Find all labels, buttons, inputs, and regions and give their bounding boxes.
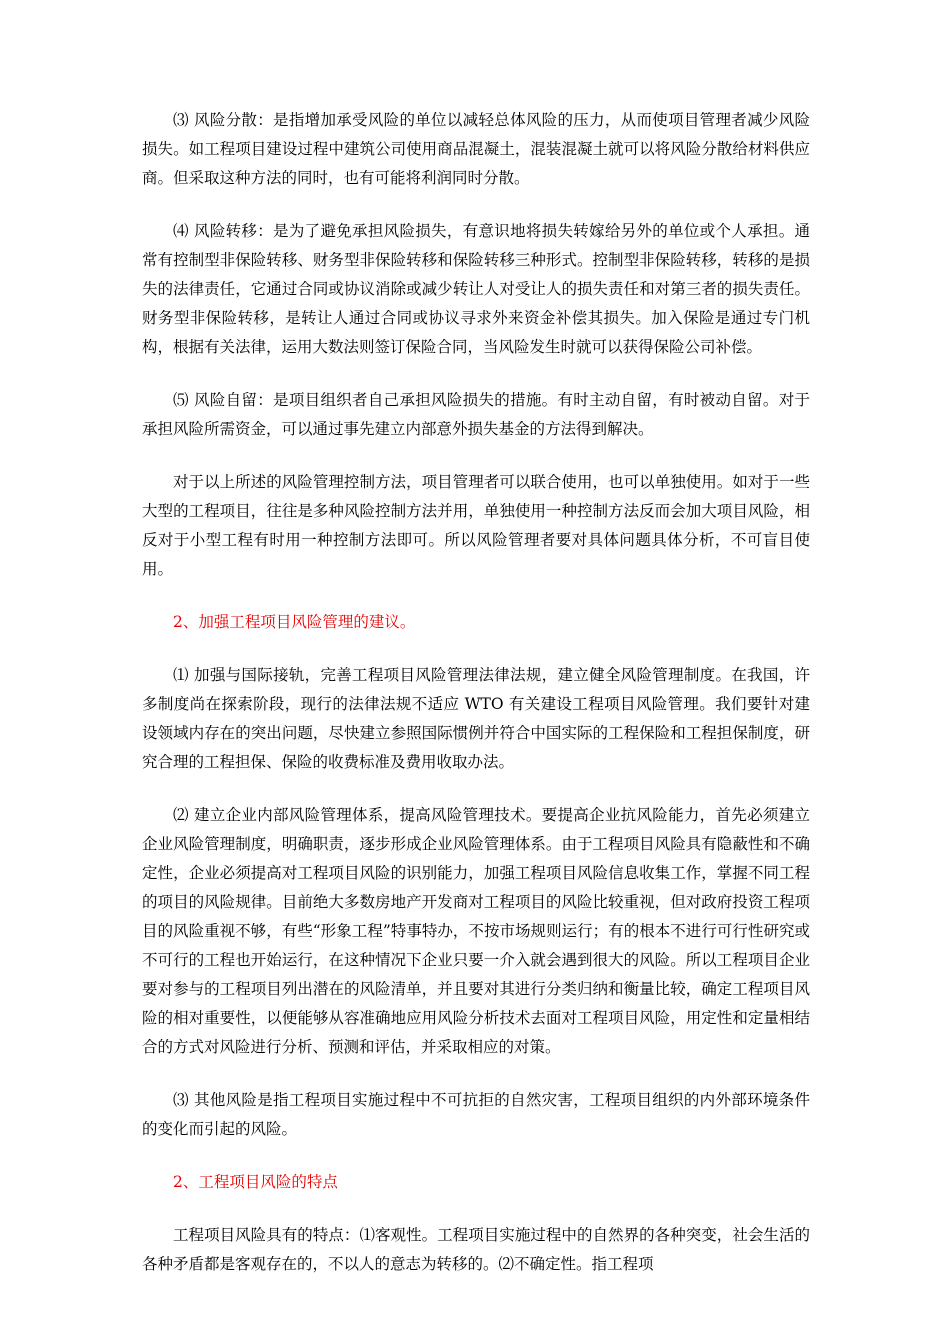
- paragraph-other-risks: ⑶ 其他风险是指工程项目实施过程中不可抗拒的自然灾害，工程项目组织的内外部环境条件的变化而引起的风险。: [142, 1091, 810, 1138]
- paragraph-risk-dispersion: ⑶ 风险分散：是指增加承受风险的单位以减轻总体风险的压力，从而使项目管理者减少风险损失。如工程项目建设过程中建筑公司使用商品混凝土，混装混凝土就可以将风险分散给材料供应商。但采取这种方法的同时，也有可能将利润同时分散。: [142, 111, 810, 187]
- paragraph-combined-methods: 对于以上所述的风险管理控制方法，项目管理者可以联合使用，也可以单独使用。如对于一些大型的工程项目，往往是多种风险控制方法并用，单独使用一种控制方法反而会加大项目风险，相反对于小型工程有时用一种控制方法即可。所以风险管理者要对具体问题具体分析，不可盲目使用。: [142, 473, 810, 578]
- paragraph-risk-characteristics: 工程项目风险具有的特点：⑴客观性。工程项目实施过程中的自然界的各种突变，社会生活的各种矛盾都是客观存在的，不以人的意志为转移的。⑵不确定性。指工程项: [142, 1226, 810, 1273]
- paragraph-risk-retention: ⑸ 风险自留：是项目组织者自己承担风险损失的措施。有时主动自留，有时被动自留。对于承担风险所需资金，可以通过事先建立内部意外损失基金的方法得到解决。: [142, 391, 810, 438]
- heading-risk-characteristics: 2、工程项目风险的特点: [173, 1173, 338, 1191]
- document-body: [142, 106, 810, 1303]
- heading-suggestions: 2、加强工程项目风险管理的建议。: [173, 613, 416, 631]
- paragraph-suggestion-1: ⑴ 加强与国际接轨，完善工程项目风险管理法律法规，建立健全风险管理制度。在我国，许多制度尚在探索阶段，现行的法律法规不适应 WTO 有关建设工程项目风险管理。我们要针对建设领域内存在的突出问题，尽快建立参照国际惯例并符合中国实际的工程保险和工程担保制度，研究合理的工程担保、保险的收费标准及费用收取办法。: [142, 666, 810, 771]
- paragraph-risk-transfer: ⑷ 风险转移：是为了避免承担风险损失，有意识地将损失转嫁给另外的单位或个人承担。通常有控制型非保险转移、财务型非保险转移和保险转移三种形式。控制型非保险转移，转移的是损失的法律责任，它通过合同或协议消除或减少转让人对受让人的损失责任和对第三者的损失责任。财务型非保险转移，是转让人通过合同或协议寻求外来资金补偿其损失。加入保险是通过专门机构，根据有关法律，运用大数法则签订保险合同，当风险发生时就可以获得保险公司补偿。: [142, 222, 810, 356]
- paragraph-suggestion-2: ⑵ 建立企业内部风险管理体系，提高风险管理技术。要提高企业抗风险能力，首先必须建立企业风险管理制度，明确职责，逐步形成企业风险管理体系。由于工程项目风险具有隐蔽性和不确定性，企业必须提高对工程项目风险的识别能力，加强工程项目风险信息收集工作，掌握不同工程的项目的风险规律。目前绝大多数房地产开发商对工程项目的风险比较重视，但对政府投资工程项目的风险重视不够，有些“形象工程”特事特办，不按市场规则运行；有的根本不进行可行性研究或不可行的工程也开始运行，在这种情况下企业只要一介入就会遇到很大的风险。所以工程项目企业要对参与的工程项目列出潜在的风险清单，并且要对其进行分类归纳和衡量比较，确定工程项目风险的相对重要性，以便能够从容准确地应用风险分析技术去面对工程项目风险，用定性和定量相结合的方式对风险进行分析、预测和评估，并采取相应的对策。: [142, 806, 810, 1056]
